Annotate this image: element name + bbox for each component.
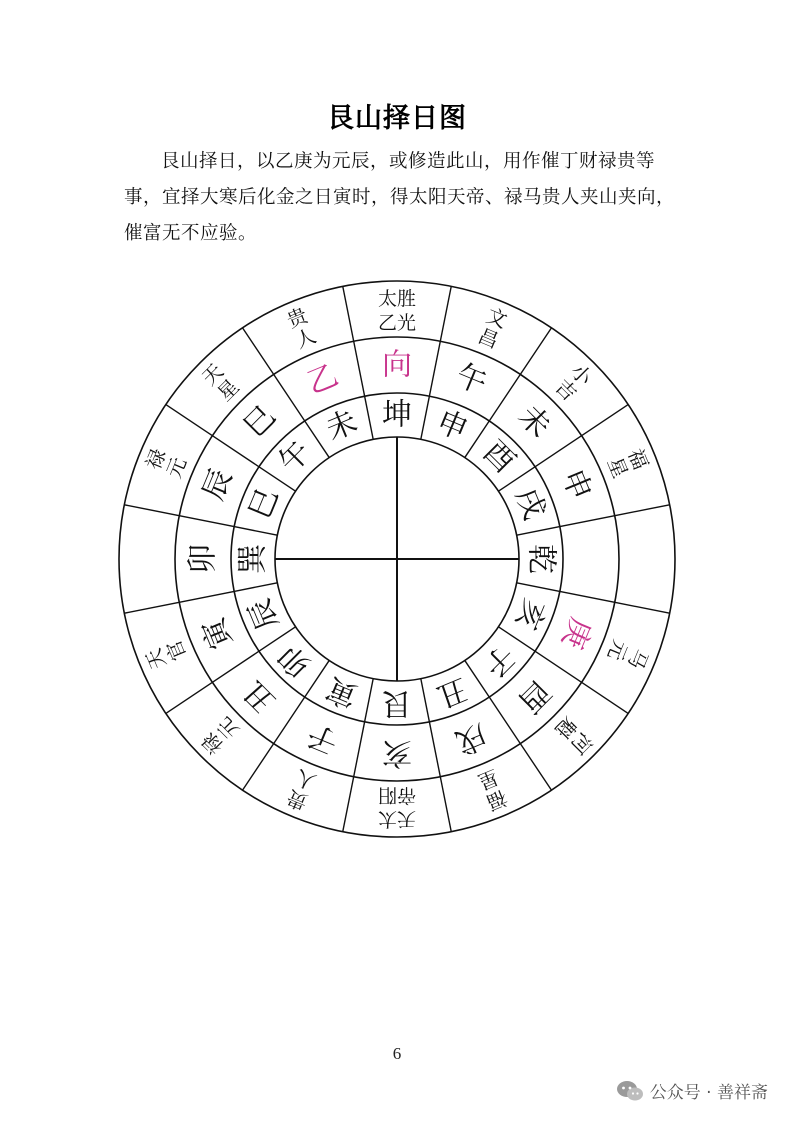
- watermark-text: 公众号 · 善祥斋: [649, 1083, 768, 1103]
- middle-ring-label: 巳: [236, 398, 283, 445]
- inner-ring-label: 乾: [523, 544, 559, 574]
- inner-ring-label: 辰: [242, 593, 286, 635]
- middle-ring-label: 寅: [195, 612, 240, 654]
- outer-divider: [124, 602, 179, 613]
- outer-divider: [520, 328, 551, 375]
- middle-divider: [354, 722, 365, 777]
- inner-ring-label: 艮: [382, 685, 412, 721]
- outer-ring-label: 太胜乙光: [377, 288, 417, 334]
- inner-divider: [234, 583, 277, 592]
- middle-ring-label: 戌: [450, 716, 492, 761]
- middle-ring-label: 午: [450, 357, 492, 402]
- middle-ring-label: 子: [302, 716, 344, 761]
- outer-divider: [343, 777, 354, 832]
- outer-divider: [166, 682, 213, 713]
- inner-ring-label: 未: [321, 404, 363, 448]
- inner-ring-label: 申: [431, 404, 473, 448]
- outer-divider: [520, 744, 551, 791]
- middle-divider: [429, 341, 440, 396]
- inner-divider: [234, 527, 277, 536]
- wechat-icon: [616, 1079, 644, 1103]
- outer-divider: [615, 602, 670, 613]
- outer-ring-label: 天官: [140, 636, 192, 673]
- outer-ring-label: 文昌: [474, 302, 511, 354]
- outer-ring-label: 河魁: [550, 712, 598, 760]
- inner-ring-label: 巳: [242, 483, 286, 525]
- page-number: 6: [392, 1044, 402, 1063]
- middle-ring-label: 卯: [185, 544, 221, 574]
- middle-divider: [429, 722, 440, 777]
- middle-divider: [535, 651, 582, 682]
- outer-divider: [243, 744, 274, 791]
- middle-ring-highlight-label: 向: [382, 347, 412, 383]
- middle-ring-highlight-label: 庚: [554, 612, 599, 654]
- outer-ring-label: 贵人: [283, 302, 320, 354]
- middle-ring-highlight-label: 乙: [302, 357, 344, 402]
- inner-divider: [421, 396, 430, 439]
- outer-divider: [582, 405, 629, 436]
- page-title: 艮山择日图: [327, 103, 467, 134]
- outer-divider: [343, 286, 354, 341]
- inner-ring-label: 巽: [235, 544, 271, 574]
- middle-divider: [354, 341, 365, 396]
- inner-ring-label: 坤: [382, 397, 412, 433]
- outer-divider: [440, 286, 451, 341]
- intro-paragraph: 艮山择日，以乙庚为元辰，或修造此山，用作催丁财禄贵等事，宜择大寒后化金之日寅时，得太阳天帝、禄马贵人夹山夹向，催富无不应验。: [124, 151, 676, 244]
- outer-divider: [243, 328, 274, 375]
- inner-divider: [517, 583, 560, 592]
- outer-divider: [582, 682, 629, 713]
- middle-divider: [212, 436, 259, 467]
- middle-ring-label: 辰: [195, 464, 240, 506]
- inner-divider: [365, 396, 374, 439]
- outer-ring-label: 小吉: [550, 358, 598, 406]
- middle-divider: [560, 591, 615, 602]
- middle-divider: [179, 591, 234, 602]
- middle-divider: [560, 516, 615, 527]
- inner-ring-label: 酉: [475, 434, 522, 481]
- middle-divider: [274, 697, 305, 744]
- inner-ring-label: 丑: [431, 670, 473, 714]
- inner-ring-label: 午: [272, 434, 319, 481]
- outer-divider: [615, 505, 670, 516]
- inner-ring-label: 子: [475, 637, 522, 684]
- outer-ring-label: 禄元: [196, 712, 244, 760]
- outer-ring-label: 禄元: [140, 445, 192, 482]
- middle-ring-label: 申: [554, 464, 599, 506]
- watermark: [616, 1078, 768, 1103]
- outer-divider: [124, 505, 179, 516]
- outer-divider: [166, 405, 213, 436]
- outer-ring-label: 天星: [196, 358, 244, 406]
- inner-divider: [421, 679, 430, 722]
- middle-ring-label: 未: [511, 398, 558, 445]
- inner-ring-label: 卯: [272, 637, 319, 684]
- outer-ring-label: 福星: [602, 445, 654, 482]
- inner-divider: [365, 679, 374, 722]
- middle-divider: [489, 697, 520, 744]
- middle-divider: [212, 651, 259, 682]
- outer-ring-label: 天太帝阳: [377, 784, 417, 830]
- middle-divider: [274, 374, 305, 421]
- middle-ring-label: 丑: [236, 673, 283, 720]
- middle-divider: [489, 374, 520, 421]
- inner-ring-label: 戌: [508, 483, 552, 525]
- inner-divider: [517, 527, 560, 536]
- outer-ring-label: 马元: [602, 636, 654, 673]
- inner-ring-label: 寅: [321, 670, 363, 714]
- middle-ring-label: 亥: [382, 735, 412, 771]
- outer-divider: [440, 777, 451, 832]
- middle-divider: [179, 516, 234, 527]
- outer-ring-label: 贵人: [283, 764, 320, 816]
- outer-ring-label: 福星: [474, 764, 511, 816]
- middle-divider: [535, 436, 582, 467]
- inner-ring-label: 亥: [508, 593, 552, 635]
- middle-ring-label: 酉: [511, 673, 558, 720]
